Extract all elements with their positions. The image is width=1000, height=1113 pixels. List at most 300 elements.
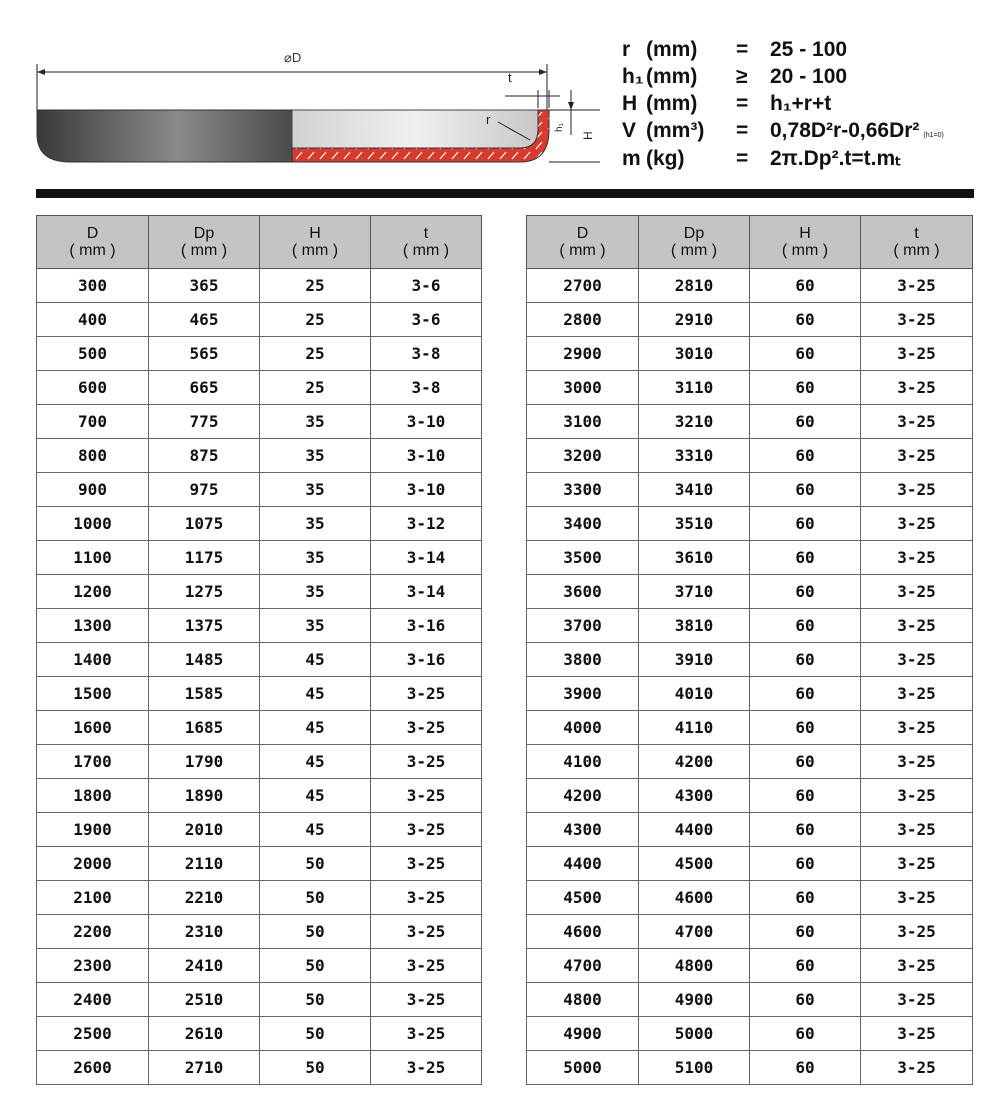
cell-h: 50 [260, 1051, 371, 1085]
cell-h: 60 [750, 303, 861, 337]
cell-dp: 4300 [639, 779, 750, 813]
formula-value: 25 - 100 [770, 38, 848, 61]
cell-h: 25 [260, 303, 371, 337]
table-row [527, 711, 973, 745]
table-row [527, 779, 973, 813]
cell-d: 2500 [37, 1017, 149, 1051]
cell-d: 2800 [527, 303, 639, 337]
cell-h: 60 [750, 337, 861, 371]
cell-h: 60 [750, 1017, 861, 1051]
cell-dp: 665 [149, 371, 260, 405]
column-header-t [371, 216, 482, 269]
cell-h: 60 [750, 371, 861, 405]
cell-dp: 4200 [639, 745, 750, 779]
cell-t: 3-25 [861, 371, 973, 405]
table-row [37, 405, 482, 439]
cell-dp: 2510 [149, 983, 260, 1017]
cell-d: 4400 [527, 847, 639, 881]
table-row [37, 915, 482, 949]
column-header-dp [149, 216, 260, 269]
cell-d: 500 [37, 337, 149, 371]
cell-dp: 2310 [149, 915, 260, 949]
cell-dp: 3810 [639, 609, 750, 643]
cell-d: 4200 [527, 779, 639, 813]
cell-dp: 2010 [149, 813, 260, 847]
cell-h: 60 [750, 439, 861, 473]
table-body [37, 269, 482, 1085]
cell-d: 1400 [37, 643, 149, 677]
column-header-d [37, 216, 149, 269]
h1-label: h₁ [554, 123, 565, 132]
cell-h: 45 [260, 643, 371, 677]
r-label: r [486, 112, 491, 127]
cell-t: 3-16 [371, 609, 482, 643]
table-row [37, 473, 482, 507]
cell-t: 3-14 [371, 541, 482, 575]
cell-t: 3-25 [861, 915, 973, 949]
cell-d: 2000 [37, 847, 149, 881]
cell-d: 4300 [527, 813, 639, 847]
cell-dp: 3510 [639, 507, 750, 541]
cell-d: 1600 [37, 711, 149, 745]
cell-t: 3-25 [861, 881, 973, 915]
cell-t: 3-25 [371, 949, 482, 983]
column-header-h [750, 216, 861, 269]
cell-t: 3-25 [861, 575, 973, 609]
cell-dp: 1485 [149, 643, 260, 677]
table-row [527, 949, 973, 983]
cell-t: 3-25 [861, 337, 973, 371]
cell-d: 3400 [527, 507, 639, 541]
cell-t: 3-25 [861, 847, 973, 881]
cell-h: 35 [260, 507, 371, 541]
cell-d: 800 [37, 439, 149, 473]
cell-d: 3800 [527, 643, 639, 677]
cell-d: 300 [37, 269, 149, 303]
table-row [527, 269, 973, 303]
cell-t: 3-25 [861, 643, 973, 677]
cell-dp: 2710 [149, 1051, 260, 1085]
cell-t: 3-25 [371, 1017, 482, 1051]
table-row [527, 337, 973, 371]
cell-h: 60 [750, 473, 861, 507]
cell-h: 35 [260, 473, 371, 507]
formula-relation: = [736, 92, 749, 115]
cell-d: 1900 [37, 813, 149, 847]
formula-symbol: h₁ [622, 65, 644, 88]
cell-d: 4800 [527, 983, 639, 1017]
formula-list [622, 38, 992, 173]
table-row [37, 507, 482, 541]
cell-t: 3-25 [861, 983, 973, 1017]
cell-d: 1100 [37, 541, 149, 575]
cell-dp: 4600 [639, 881, 750, 915]
formula-row [622, 119, 992, 146]
cell-t: 3-25 [371, 779, 482, 813]
table-row [37, 269, 482, 303]
cell-d: 4100 [527, 745, 639, 779]
column-name: D [576, 225, 589, 242]
formula-unit: (mm) [646, 65, 698, 88]
formula-relation: = [736, 147, 749, 170]
table-row [37, 983, 482, 1017]
cell-t: 3-25 [861, 1017, 973, 1051]
cell-d: 2700 [527, 269, 639, 303]
cell-dp: 4700 [639, 915, 750, 949]
cell-h: 60 [750, 847, 861, 881]
cell-d: 2600 [37, 1051, 149, 1085]
cell-t: 3-6 [371, 269, 482, 303]
cell-h: 45 [260, 711, 371, 745]
t-label: t [508, 70, 512, 85]
cell-dp: 2910 [639, 303, 750, 337]
formula-relation: = [736, 119, 749, 142]
table-row [527, 371, 973, 405]
cell-h: 60 [750, 269, 861, 303]
cell-d: 2200 [37, 915, 149, 949]
dimension-table-right [526, 215, 973, 1085]
table-row [37, 1051, 482, 1085]
column-unit: ( mm ) [180, 242, 228, 259]
cell-h: 35 [260, 541, 371, 575]
cell-d: 3200 [527, 439, 639, 473]
table-row [37, 711, 482, 745]
cell-h: 60 [750, 1051, 861, 1085]
formula-row [622, 146, 992, 173]
cell-h: 45 [260, 813, 371, 847]
cell-d: 3100 [527, 405, 639, 439]
cell-h: 50 [260, 949, 371, 983]
cell-t: 3-25 [371, 1051, 482, 1085]
cell-h: 60 [750, 779, 861, 813]
formula-value: 0,78D²r-0,66Dr² (h1=0) [770, 119, 944, 142]
cell-d: 600 [37, 371, 149, 405]
cell-t: 3-25 [861, 949, 973, 983]
cell-dp: 3110 [639, 371, 750, 405]
cell-t: 3-25 [371, 677, 482, 711]
cell-t: 3-14 [371, 575, 482, 609]
cell-h: 60 [750, 575, 861, 609]
cell-dp: 4900 [639, 983, 750, 1017]
column-name: Dp [193, 225, 215, 242]
table-row [37, 575, 482, 609]
cell-h: 50 [260, 881, 371, 915]
diameter-dimension [37, 50, 547, 112]
cell-t: 3-25 [371, 983, 482, 1017]
cell-t: 3-10 [371, 439, 482, 473]
table-body [527, 269, 973, 1085]
cell-h: 60 [750, 677, 861, 711]
cell-d: 1300 [37, 609, 149, 643]
cell-h: 45 [260, 677, 371, 711]
cell-dp: 1790 [149, 745, 260, 779]
cell-dp: 3610 [639, 541, 750, 575]
formula-relation: ≥ [736, 65, 748, 88]
formula-value: 2π.Dp².t=t.mₜ [770, 147, 902, 170]
cell-t: 3-25 [861, 541, 973, 575]
cell-t: 3-25 [861, 303, 973, 337]
cell-h: 60 [750, 541, 861, 575]
cell-dp: 1685 [149, 711, 260, 745]
cell-d: 2400 [37, 983, 149, 1017]
formula-row [622, 65, 992, 92]
cell-t: 3-10 [371, 405, 482, 439]
cell-dp: 975 [149, 473, 260, 507]
table-row [37, 643, 482, 677]
cell-dp: 365 [149, 269, 260, 303]
cell-d: 900 [37, 473, 149, 507]
cell-dp: 3310 [639, 439, 750, 473]
column-header-dp [639, 216, 750, 269]
cell-t: 3-25 [371, 881, 482, 915]
cell-t: 3-8 [371, 371, 482, 405]
cell-t: 3-25 [861, 609, 973, 643]
column-unit: ( mm ) [670, 242, 718, 259]
column-header-t [861, 216, 973, 269]
table-row [527, 405, 973, 439]
formula-row [622, 38, 992, 65]
cell-d: 1200 [37, 575, 149, 609]
cell-d: 4900 [527, 1017, 639, 1051]
formula-symbol: V [622, 119, 637, 142]
column-unit: ( mm ) [893, 242, 940, 259]
cell-dp: 2610 [149, 1017, 260, 1051]
cell-dp: 3210 [639, 405, 750, 439]
cell-t: 3-25 [861, 405, 973, 439]
cell-t: 3-25 [861, 439, 973, 473]
cell-d: 700 [37, 405, 149, 439]
cell-d: 1500 [37, 677, 149, 711]
table-row [527, 473, 973, 507]
formula-unit: (mm) [646, 38, 698, 61]
column-unit: ( mm ) [402, 242, 450, 259]
cell-h: 35 [260, 609, 371, 643]
dished-head-drawing [30, 40, 600, 180]
head-outer-half [37, 110, 292, 162]
section-divider [36, 189, 974, 198]
cell-d: 3700 [527, 609, 639, 643]
cell-d: 400 [37, 303, 149, 337]
table-row [37, 847, 482, 881]
cell-t: 3-25 [861, 745, 973, 779]
column-unit: ( mm ) [781, 242, 829, 259]
cell-dp: 775 [149, 405, 260, 439]
cell-h: 60 [750, 813, 861, 847]
column-unit: ( mm ) [559, 242, 606, 259]
cell-t: 3-8 [371, 337, 482, 371]
cell-dp: 3910 [639, 643, 750, 677]
cell-h: 35 [260, 575, 371, 609]
table-row [37, 881, 482, 915]
table-row [527, 1017, 973, 1051]
cell-h: 60 [750, 949, 861, 983]
cell-h: 60 [750, 405, 861, 439]
dimension-table-left [36, 215, 482, 1085]
table-row [527, 915, 973, 949]
table-row [527, 439, 973, 473]
cell-h: 60 [750, 643, 861, 677]
table-header-row [527, 216, 973, 269]
table-row [37, 745, 482, 779]
cell-dp: 1890 [149, 779, 260, 813]
table-row [527, 677, 973, 711]
column-unit: ( mm ) [69, 242, 116, 259]
table-row [527, 1051, 973, 1085]
cell-d: 3900 [527, 677, 639, 711]
cell-dp: 2110 [149, 847, 260, 881]
table-row [37, 779, 482, 813]
column-name: t [423, 225, 429, 242]
formula-unit: (kg) [646, 147, 685, 170]
cell-h: 50 [260, 847, 371, 881]
cell-t: 3-6 [371, 303, 482, 337]
column-name: H [799, 225, 811, 242]
table-row [527, 303, 973, 337]
cell-t: 3-25 [861, 711, 973, 745]
cell-d: 2900 [527, 337, 639, 371]
cell-d: 2100 [37, 881, 149, 915]
cell-dp: 4500 [639, 847, 750, 881]
cell-h: 60 [750, 507, 861, 541]
cell-dp: 5000 [639, 1017, 750, 1051]
cell-t: 3-25 [371, 847, 482, 881]
cell-h: 50 [260, 983, 371, 1017]
formula-unit: (mm) [646, 92, 698, 115]
cell-dp: 2210 [149, 881, 260, 915]
formula-relation: = [736, 38, 749, 61]
formula-row [622, 92, 992, 119]
cell-d: 4700 [527, 949, 639, 983]
cell-d: 3300 [527, 473, 639, 507]
cell-h: 35 [260, 439, 371, 473]
cell-dp: 4400 [639, 813, 750, 847]
table-row [37, 439, 482, 473]
formula-note: (h1=0) [923, 132, 944, 139]
column-header-d [527, 216, 639, 269]
cell-dp: 3010 [639, 337, 750, 371]
cell-t: 3-25 [371, 745, 482, 779]
cell-d: 2300 [37, 949, 149, 983]
cell-h: 25 [260, 269, 371, 303]
table-row [527, 745, 973, 779]
cell-dp: 875 [149, 439, 260, 473]
cell-d: 1800 [37, 779, 149, 813]
cell-dp: 5100 [639, 1051, 750, 1085]
cell-t: 3-10 [371, 473, 482, 507]
cell-dp: 4800 [639, 949, 750, 983]
cell-t: 3-25 [371, 711, 482, 745]
H-label: H [581, 131, 595, 140]
table-row [37, 677, 482, 711]
cell-t: 3-25 [861, 1051, 973, 1085]
cell-dp: 3710 [639, 575, 750, 609]
cell-t: 3-12 [371, 507, 482, 541]
table-row [37, 1017, 482, 1051]
formula-symbol: r [622, 38, 631, 61]
table-row [527, 643, 973, 677]
column-name: t [914, 225, 919, 242]
table-row [37, 337, 482, 371]
head-inner-half [292, 110, 538, 148]
cell-d: 1000 [37, 507, 149, 541]
table-row [527, 575, 973, 609]
formula-unit: (mm³) [646, 119, 705, 142]
cell-t: 3-25 [861, 779, 973, 813]
formula-value: h₁+r+t [770, 92, 832, 115]
cell-h: 60 [750, 915, 861, 949]
cell-t: 3-25 [861, 813, 973, 847]
H-dimension [549, 110, 600, 162]
cell-d: 1700 [37, 745, 149, 779]
cell-d: 3000 [527, 371, 639, 405]
cell-h: 25 [260, 337, 371, 371]
cell-h: 60 [750, 881, 861, 915]
column-header-h [260, 216, 371, 269]
table-row [37, 303, 482, 337]
cell-d: 4000 [527, 711, 639, 745]
table-row [37, 949, 482, 983]
table-header-row [37, 216, 482, 269]
cell-t: 3-16 [371, 643, 482, 677]
cell-h: 45 [260, 779, 371, 813]
cell-t: 3-25 [371, 813, 482, 847]
cell-h: 50 [260, 915, 371, 949]
table-row [37, 371, 482, 405]
column-unit: ( mm ) [291, 242, 339, 259]
column-name: Dp [683, 225, 705, 242]
cell-h: 35 [260, 405, 371, 439]
table-row [527, 541, 973, 575]
h1-dimension [549, 90, 580, 135]
cell-dp: 1275 [149, 575, 260, 609]
column-name: H [309, 225, 321, 242]
cell-dp: 3410 [639, 473, 750, 507]
cell-dp: 2810 [639, 269, 750, 303]
cell-t: 3-25 [861, 473, 973, 507]
formula-symbol: m [622, 147, 641, 170]
cell-d: 3500 [527, 541, 639, 575]
table-row [527, 983, 973, 1017]
cell-dp: 2410 [149, 949, 260, 983]
table-row [37, 609, 482, 643]
formula-symbol: H [622, 92, 638, 115]
cell-h: 60 [750, 983, 861, 1017]
cell-dp: 1375 [149, 609, 260, 643]
cell-t: 3-25 [371, 915, 482, 949]
table-row [527, 507, 973, 541]
table-row [527, 609, 973, 643]
table-row [527, 813, 973, 847]
cell-h: 25 [260, 371, 371, 405]
cell-t: 3-25 [861, 269, 973, 303]
cell-h: 50 [260, 1017, 371, 1051]
column-name: D [86, 225, 99, 242]
diameter-label: ⌀D [284, 50, 302, 65]
cell-dp: 565 [149, 337, 260, 371]
cell-t: 3-25 [861, 507, 973, 541]
cell-d: 4500 [527, 881, 639, 915]
cell-dp: 4010 [639, 677, 750, 711]
table-row [527, 881, 973, 915]
table-row [527, 847, 973, 881]
thickness-dimension [505, 70, 560, 108]
cell-dp: 1175 [149, 541, 260, 575]
cell-h: 60 [750, 711, 861, 745]
cell-dp: 1585 [149, 677, 260, 711]
cell-t: 3-25 [861, 677, 973, 711]
cell-d: 3600 [527, 575, 639, 609]
cell-dp: 465 [149, 303, 260, 337]
